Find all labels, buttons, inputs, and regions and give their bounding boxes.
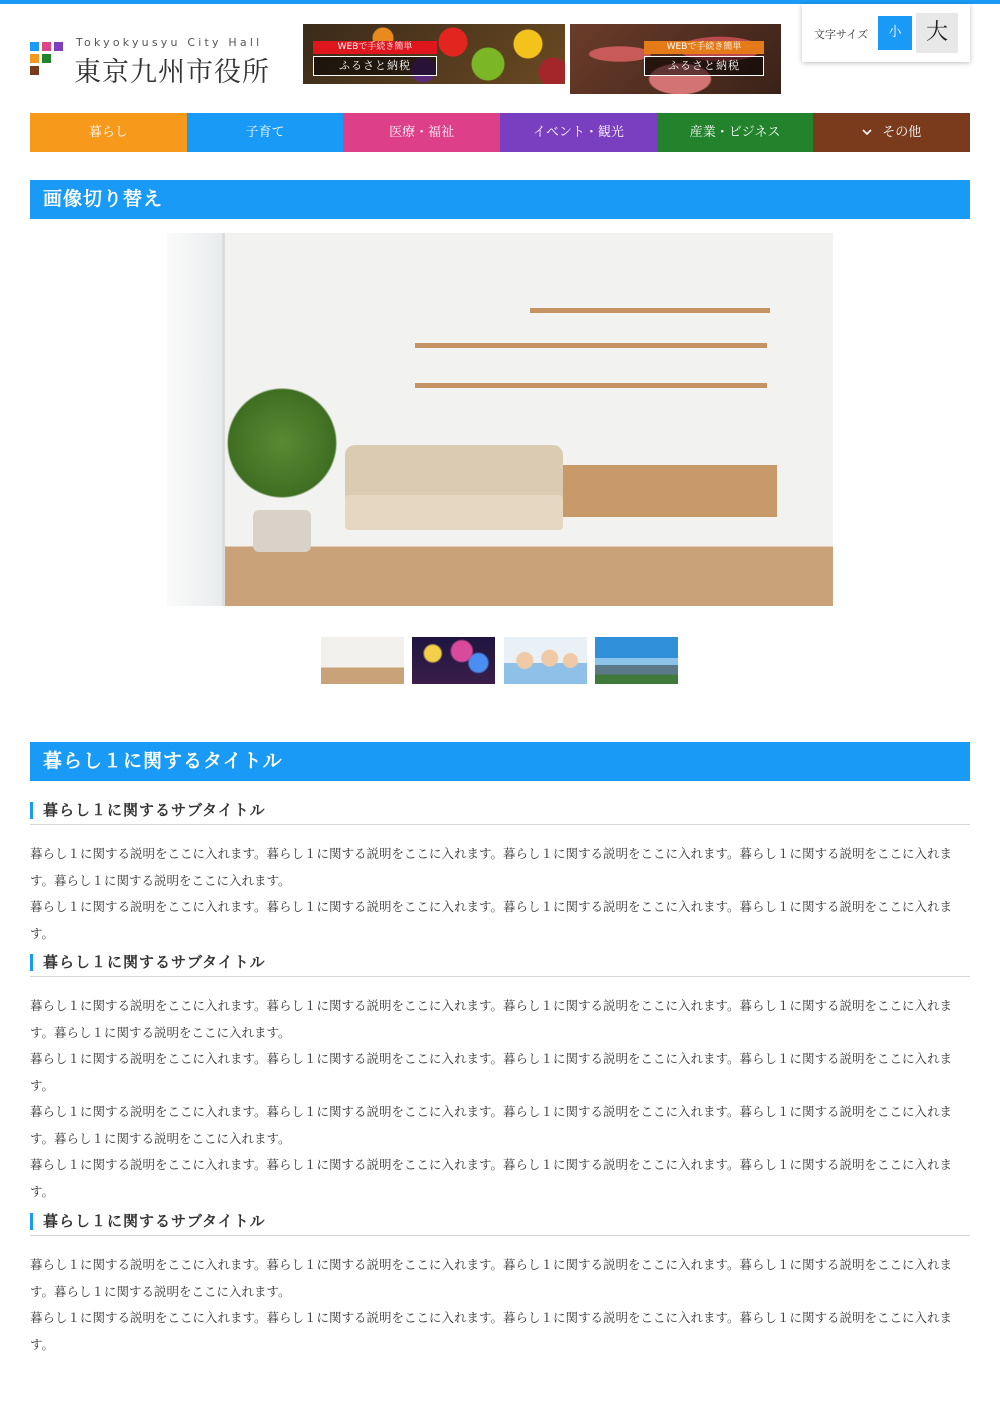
furusato-banner-fruit[interactable] <box>303 24 565 84</box>
thumbnail-fireworks[interactable] <box>412 637 495 684</box>
plant-pot <box>253 510 311 552</box>
content-paragraph: 暮らし１に関する説明をここに入れます。暮らし１に関する説明をここに入れます。暮らし１に関する説明をここに入れます。暮らし１に関する説明をここに入れます。暮らし１に関する説明をここに入れます。 <box>30 1104 953 1146</box>
banner-tag: WEBで手続き簡単 <box>313 41 437 54</box>
thumbnail-interior[interactable] <box>321 637 404 684</box>
site-logo[interactable] <box>30 36 290 86</box>
font-size-large-button[interactable]: 大 <box>916 13 958 53</box>
nav-item-event-kanko[interactable] <box>500 113 657 152</box>
banner-tag: WEBで手続き簡単 <box>644 41 764 54</box>
sofa-seat <box>345 495 563 530</box>
thumbnail-children[interactable] <box>504 637 587 684</box>
room-window <box>167 233 225 606</box>
nav-item-kurashi[interactable] <box>30 113 187 152</box>
nav-item-label: 医療・福祉 <box>389 125 455 140</box>
furusato-banner-meat[interactable] <box>570 24 781 94</box>
nav-item-sangyo-business[interactable] <box>657 113 814 152</box>
content-paragraph: 暮らし１に関する説明をここに入れます。暮らし１に関する説明をここに入れます。暮らし１に関する説明をここに入れます。暮らし１に関する説明をここに入れます。 <box>30 1157 953 1199</box>
content-paragraph: 暮らし１に関する説明をここに入れます。暮らし１に関する説明をここに入れます。暮らし１に関する説明をここに入れます。暮らし１に関する説明をここに入れます。 <box>30 899 953 941</box>
content-paragraph: 暮らし１に関する説明をここに入れます。暮らし１に関する説明をここに入れます。暮らし１に関する説明をここに入れます。暮らし１に関する説明をここに入れます。暮らし１に関する説明をここに入れます。 <box>30 1257 953 1299</box>
nav-item-label: 産業・ビジネス <box>689 125 781 140</box>
desk <box>552 465 777 517</box>
nav-item-iryo-fukushi[interactable] <box>343 113 500 152</box>
banner-label: ふるさと納税 <box>313 56 437 76</box>
font-size-small-button[interactable]: 小 <box>878 16 912 50</box>
logo-subtitle: Tokyokyusyu City Hall <box>76 36 263 49</box>
banner-label: ふるさと納税 <box>644 56 764 76</box>
font-size-switcher <box>802 4 970 62</box>
nav-item-label: 暮らし <box>88 125 128 140</box>
gallery-main-image <box>167 233 833 606</box>
logo-mark-icon <box>30 42 64 76</box>
nav-item-sonota[interactable] <box>813 113 970 152</box>
content-subtitle: 暮らし１に関するサブタイトル <box>30 953 970 977</box>
logo-title: 東京九州市役所 <box>74 57 270 88</box>
thumbnail-cityscape[interactable] <box>595 637 678 684</box>
content-paragraph: 暮らし１に関する説明をここに入れます。暮らし１に関する説明をここに入れます。暮らし１に関する説明をここに入れます。暮らし１に関する説明をここに入れます。 <box>30 1051 953 1093</box>
content-section-title: 暮らし１に関するタイトル <box>30 742 970 781</box>
shelf <box>415 343 767 348</box>
content-subtitle: 暮らし１に関するサブタイトル <box>30 801 970 825</box>
nav-item-label: その他 <box>882 125 922 140</box>
gallery-thumbnails <box>321 637 681 684</box>
font-size-label: 文字サイズ <box>814 28 869 41</box>
content-subtitle: 暮らし１に関するサブタイトル <box>30 1212 970 1236</box>
content-paragraph: 暮らし１に関する説明をここに入れます。暮らし１に関する説明をここに入れます。暮らし１に関する説明をここに入れます。暮らし１に関する説明をここに入れます。 <box>30 1310 953 1352</box>
nav-item-kosodate[interactable] <box>187 113 344 152</box>
global-nav <box>30 113 970 152</box>
shelf <box>530 308 770 313</box>
chevron-down-icon <box>862 113 872 152</box>
content-paragraph: 暮らし１に関する説明をここに入れます。暮らし１に関する説明をここに入れます。暮らし１に関する説明をここに入れます。暮らし１に関する説明をここに入れます。暮らし１に関する説明をここに入れます。 <box>30 998 953 1040</box>
content-paragraph: 暮らし１に関する説明をここに入れます。暮らし１に関する説明をここに入れます。暮らし１に関する説明をここに入れます。暮らし１に関する説明をここに入れます。暮らし１に関する説明をここに入れます。 <box>30 846 953 888</box>
nav-item-label: イベント・観光 <box>532 125 624 140</box>
plant <box>227 373 337 513</box>
nav-item-label: 子育て <box>245 125 285 140</box>
gallery-section-title: 画像切り替え <box>30 180 970 219</box>
shelf <box>415 383 767 388</box>
